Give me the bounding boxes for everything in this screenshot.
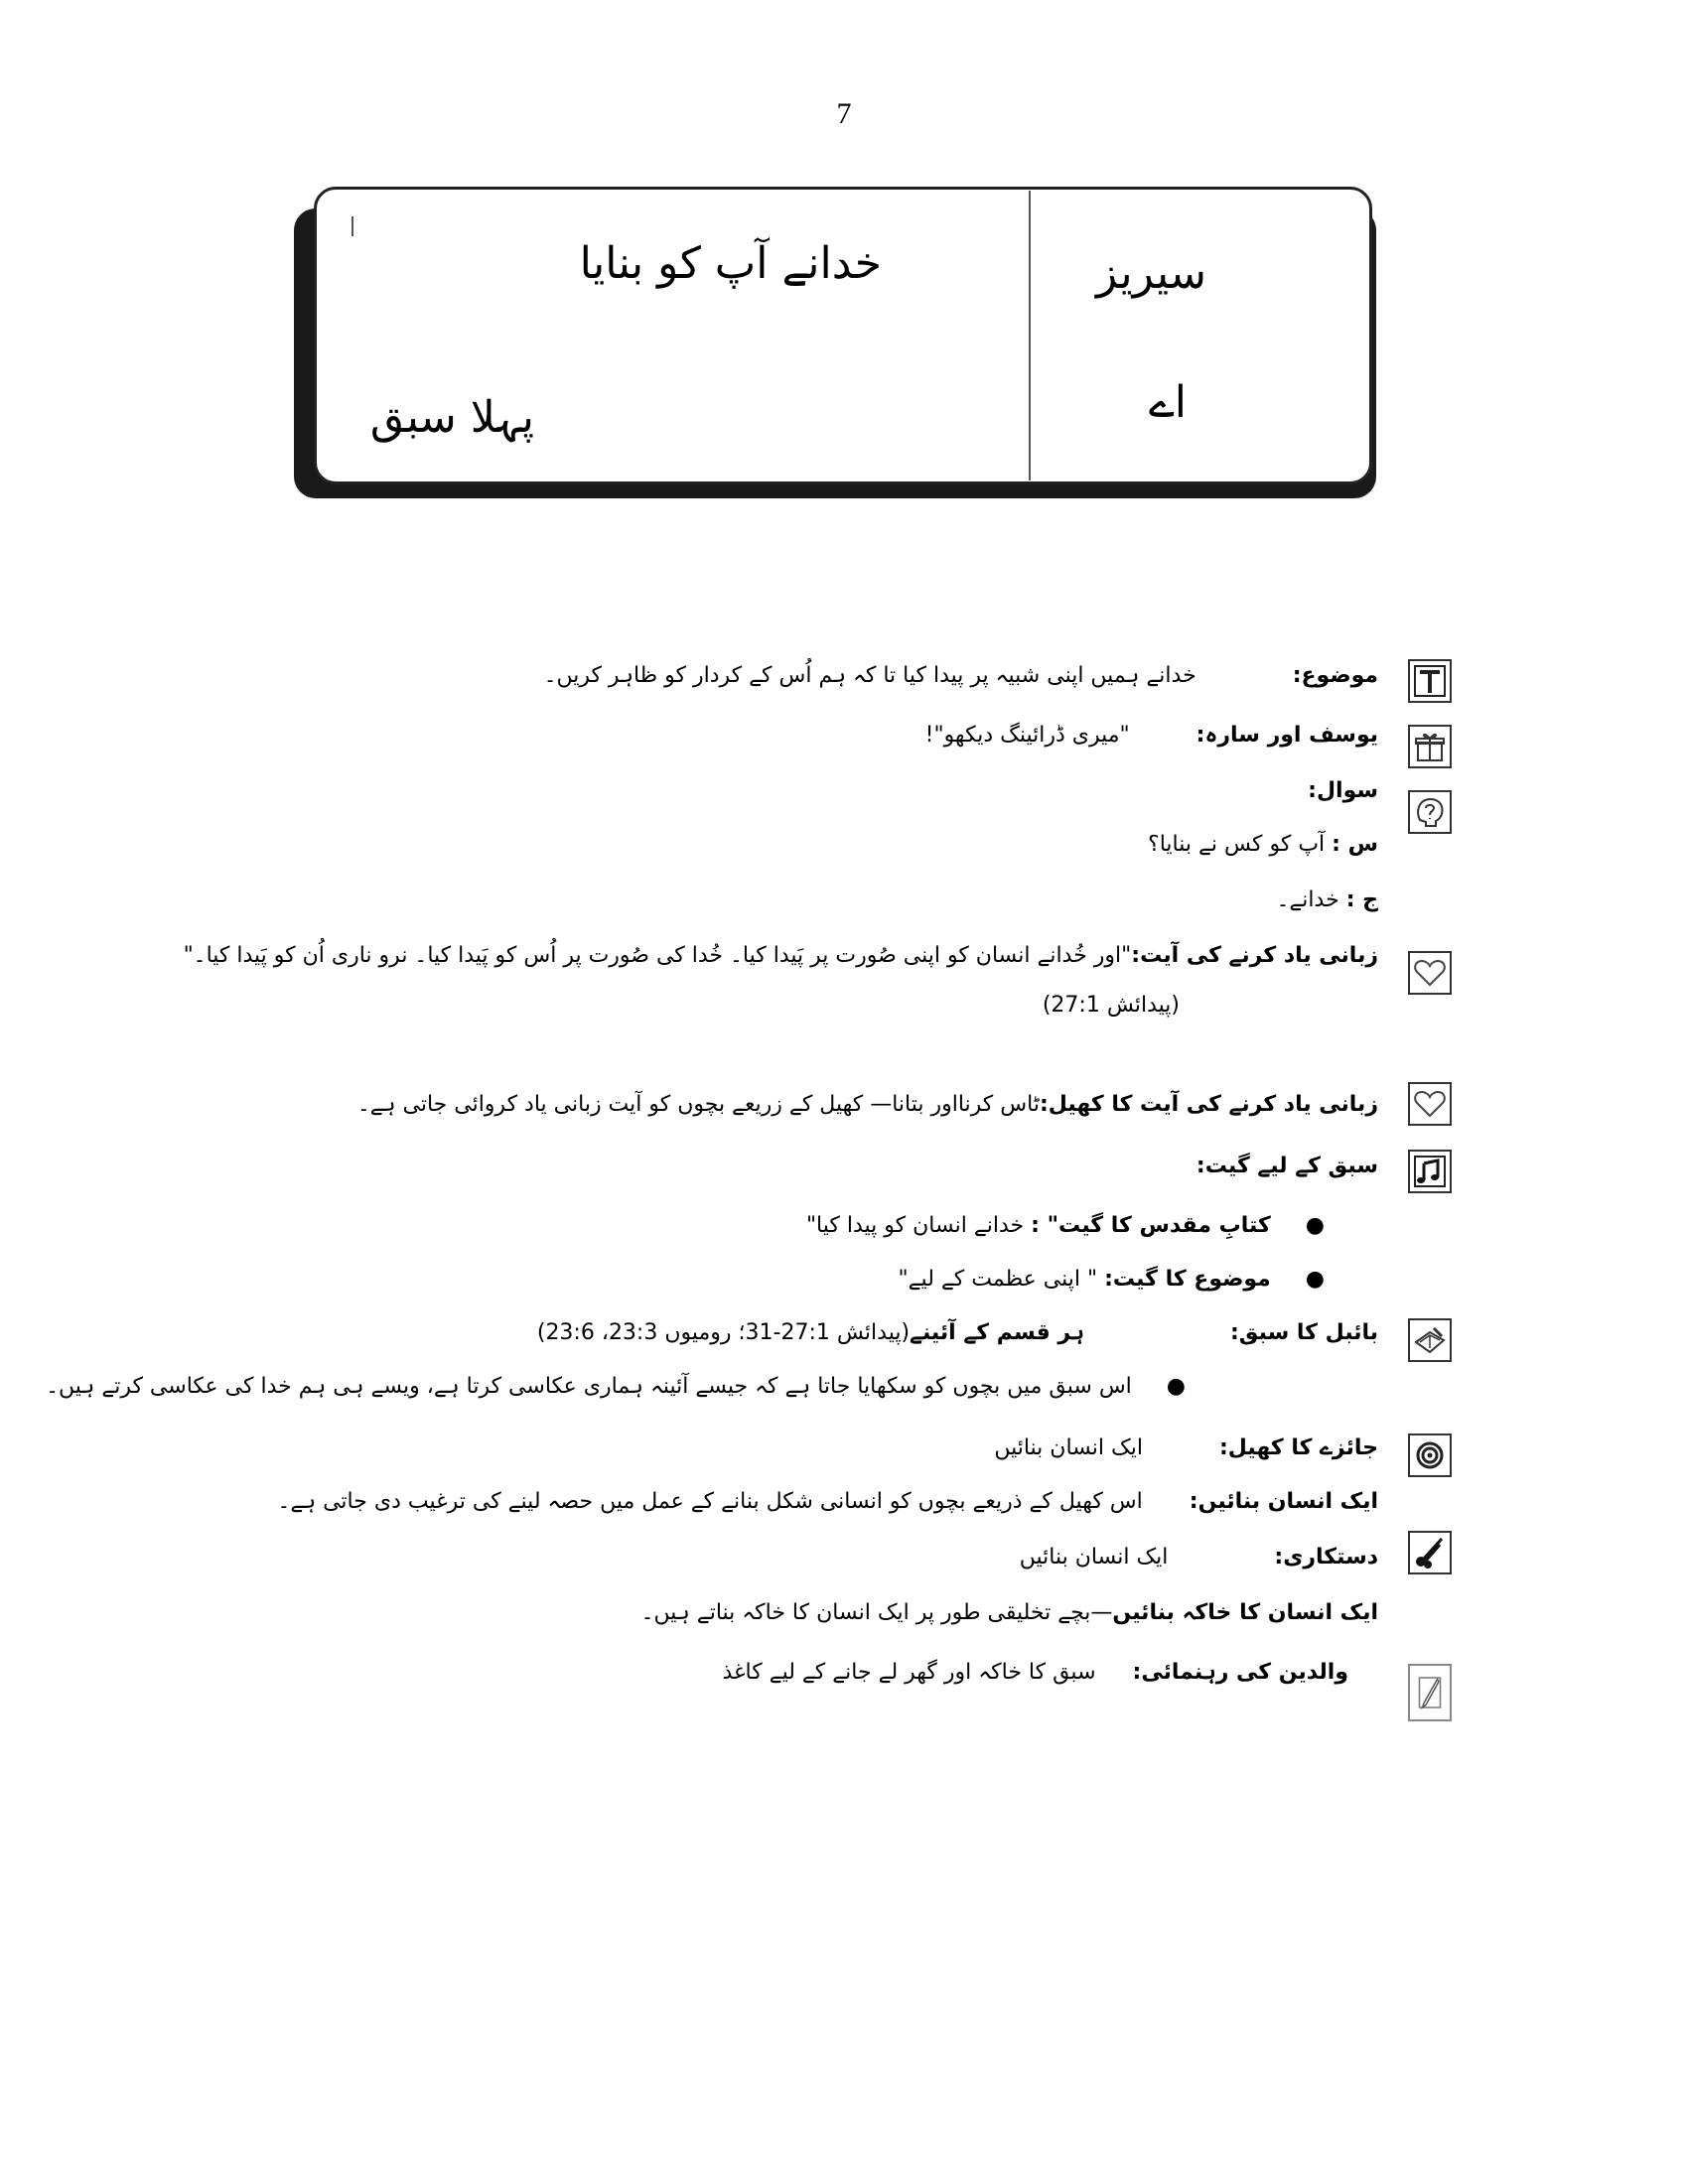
song1-value: خدانے انسان کو پیدا کیا" xyxy=(805,1213,1025,1238)
parents-label: والدین کی رہنمائی: xyxy=(1132,1660,1348,1685)
header-divider xyxy=(1029,191,1031,480)
verse-game-label: زبانی یاد کرنے کی آیت کا کھیل: xyxy=(1039,1092,1378,1117)
lesson-number: پہلا سبق xyxy=(369,392,534,443)
row-sketch xyxy=(641,1600,1378,1625)
row-yusuf xyxy=(925,723,1378,748)
text-icon xyxy=(1408,659,1452,703)
parents-value: سبق کا خاکہ اور گھر لے جانے کے لیے کاغذ xyxy=(722,1660,1096,1685)
sketch-label: ایک انسان کا خاکہ بنائیں xyxy=(1112,1600,1378,1625)
book-icon xyxy=(1408,1318,1452,1362)
q-label: س : xyxy=(1332,832,1378,857)
make-label: ایک انسان بنائیں: xyxy=(1189,1489,1378,1514)
verse-game-value: ٹاس کرنااور بتانا— کھیل کے زریعے بچوں کو آیت زبانی یاد کروائی جاتی ہے۔ xyxy=(356,1092,1040,1117)
heart-icon xyxy=(1408,1082,1452,1126)
song2-label: موضوع کا گیت: xyxy=(1104,1267,1271,1292)
gift-icon xyxy=(1408,725,1452,768)
sketch-value: —بچے تخلیقی طور پر ایک انسان کا خاکہ بناتے ہیں۔ xyxy=(640,1600,1113,1625)
bible-reference: (پیدائش 27:1-31؛ رومیوں 23:3، 23:6) xyxy=(536,1320,911,1345)
craft-value: ایک انسان بنائیں xyxy=(1019,1545,1169,1570)
row-make xyxy=(277,1489,1378,1514)
music-note-icon xyxy=(1408,1150,1452,1193)
question-head-icon xyxy=(1408,790,1452,834)
q-value: آپ کو کس نے بنایا؟ xyxy=(1148,832,1326,857)
target-icon xyxy=(1408,1433,1452,1477)
pencil-icon xyxy=(1408,1664,1452,1721)
row-parents xyxy=(722,1660,1348,1685)
theme-label: موضوع: xyxy=(1292,663,1378,688)
row-verse-game xyxy=(357,1092,1378,1117)
verse-label: زبانی یاد کرنے کی آیت: xyxy=(1131,943,1378,968)
theme-value: خدانے ہمیں اپنی شبیہ پر پیدا کیا تا کہ ہم اُس کے کردار کو ظاہر کریں۔ xyxy=(543,663,1196,688)
question-label: سوال: xyxy=(1308,778,1378,803)
bible-bullet-text: اس سبق میں بچوں کو سکھایا جاتا ہے کہ جیسے آئینہ ہماری عکاسی کرتا ہے، ویسے ہی ہم خدا کی عکاسی کرتے ہیں۔ xyxy=(46,1374,1132,1399)
song1-item: ● کتابِ مقدس کا گیت" : خدانے انسان کو پیدا کیا" xyxy=(805,1213,1325,1238)
make-value: اس کھیل کے ذریعے بچوں کو انسانی شکل بنانے کے عمل میں حصہ لینے کی ترغیب دی جاتی ہے۔ xyxy=(277,1489,1143,1514)
song2-item: ● موضوع کا گیت: " اپنی عظمت کے لیے" xyxy=(898,1267,1325,1292)
row-verse xyxy=(184,943,1378,968)
song1-label: کتابِ مقدس کا گیت" : xyxy=(1031,1213,1271,1238)
row-craft xyxy=(1020,1545,1378,1570)
songs-label: سبق کے لیے گیت: xyxy=(1196,1154,1378,1178)
song2-value: " اپنی عظمت کے لیے" xyxy=(898,1267,1098,1292)
row-a xyxy=(1277,887,1378,912)
series-label: سیریز xyxy=(1096,248,1206,299)
verse-value: "اور خُدانے انسان کو اپنی صُورت پر پَیدا کیا۔ خُدا کی صُورت پر اُس کو پَیدا کیا۔ نرو ناری اُن کو پَیدا کیا۔" xyxy=(183,943,1132,968)
row-bible xyxy=(537,1320,1378,1345)
page-number: 7 xyxy=(836,97,852,130)
bible-label: بائبل کا سبق: xyxy=(1229,1320,1378,1345)
a-value: خدانے۔ xyxy=(1276,887,1339,912)
row-question xyxy=(1308,778,1378,803)
bible-title: ہر قسم کے آئینے xyxy=(910,1320,1084,1345)
a-label: ج : xyxy=(1345,887,1378,912)
craft-label: دستکاری: xyxy=(1274,1545,1378,1570)
review-label: جائزے کا کھیل: xyxy=(1218,1435,1378,1460)
bible-bullet: ● اس سبق میں بچوں کو سکھایا جاتا ہے کہ جیسے آئینہ ہماری عکاسی کرتا ہے، ویسے ہی ہم خدا کی عکاسی کرتے ہیں۔ xyxy=(46,1374,1186,1399)
yusuf-label: یوسف اور سارہ: xyxy=(1196,723,1378,748)
row-theme xyxy=(544,663,1378,688)
row-review xyxy=(994,1435,1378,1460)
heart-icon xyxy=(1408,951,1452,995)
header-tick xyxy=(352,216,353,236)
verse-reference: (پیدائش 27:1) xyxy=(1042,993,1180,1018)
series-value: اے xyxy=(1148,377,1187,428)
review-value: ایک انسان بنائیں xyxy=(994,1435,1143,1460)
lesson-title: خدانے آپ کو بنایا xyxy=(579,238,882,289)
row-q xyxy=(1148,832,1378,857)
yusuf-value: "میری ڈرائینگ دیکھو"! xyxy=(924,723,1130,748)
scissors-icon xyxy=(1408,1531,1452,1574)
row-songs xyxy=(1196,1154,1378,1178)
